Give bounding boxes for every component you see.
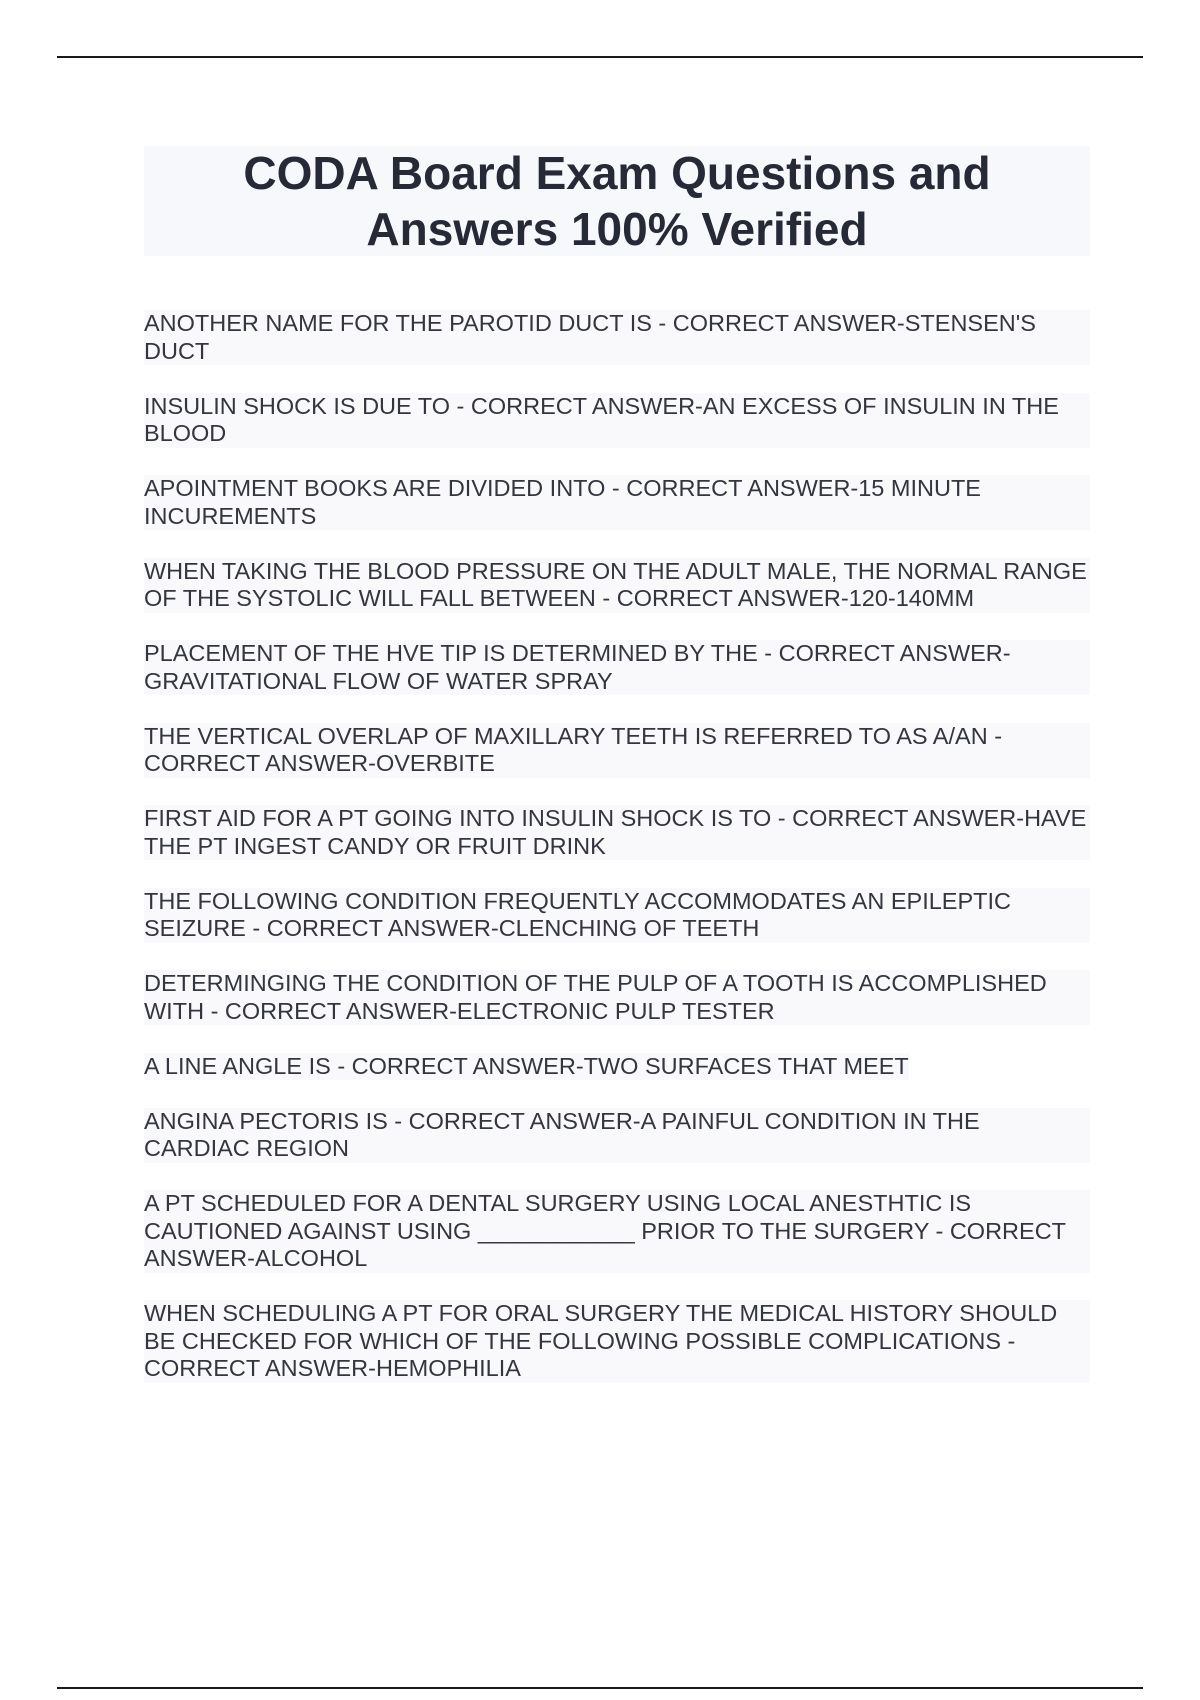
qa-item: PLACEMENT OF THE HVE TIP IS DETERMINED BY THE - CORRECT ANSWER-GRAVITATIONAL FLOW OF WATER SPRAY bbox=[144, 640, 1090, 695]
qa-item: INSULIN SHOCK IS DUE TO - CORRECT ANSWER-AN EXCESS OF INSULIN IN THE BLOOD bbox=[144, 393, 1090, 448]
title-banner bbox=[144, 146, 1090, 256]
qa-item: WHEN SCHEDULING A PT FOR ORAL SURGERY THE MEDICAL HISTORY SHOULD BE CHECKED FOR WHICH OF THE FOLLOWING POSSIBLE COMPLICATIONS - CORRECT ANSWER-HEMOPHILIA bbox=[144, 1300, 1090, 1383]
qa-list bbox=[144, 310, 1090, 1410]
qa-item: A LINE ANGLE IS - CORRECT ANSWER-TWO SURFACES THAT MEET bbox=[144, 1052, 909, 1079]
qa-item: ANGINA PECTORIS IS - CORRECT ANSWER-A PAINFUL CONDITION IN THE CARDIAC REGION bbox=[144, 1108, 1090, 1163]
qa-item: FIRST AID FOR A PT GOING INTO INSULIN SHOCK IS TO - CORRECT ANSWER-HAVE THE PT INGEST CANDY OR FRUIT DRINK bbox=[144, 805, 1090, 860]
qa-item: THE FOLLOWING CONDITION FREQUENTLY ACCOMMODATES AN EPILEPTIC SEIZURE - CORRECT ANSWER-CLENCHING OF TEETH bbox=[144, 888, 1090, 943]
qa-item: ANOTHER NAME FOR THE PAROTID DUCT IS - CORRECT ANSWER-STENSEN'S DUCT bbox=[144, 310, 1090, 365]
qa-item: DETERMINGING THE CONDITION OF THE PULP OF A TOOTH IS ACCOMPLISHED WITH - CORRECT ANSWER-ELECTRONIC PULP TESTER bbox=[144, 970, 1090, 1025]
document-title: CODA Board Exam Questions and Answers 100% Verified bbox=[243, 147, 991, 255]
bottom-rule bbox=[57, 1687, 1143, 1689]
qa-item: THE VERTICAL OVERLAP OF MAXILLARY TEETH IS REFERRED TO AS A/AN - CORRECT ANSWER-OVERBITE bbox=[144, 723, 1090, 778]
qa-item: WHEN TAKING THE BLOOD PRESSURE ON THE ADULT MALE, THE NORMAL RANGE OF THE SYSTOLIC WILL FALL BETWEEN - CORRECT ANSWER-120-140MM bbox=[144, 558, 1090, 613]
qa-item: APOINTMENT BOOKS ARE DIVIDED INTO - CORRECT ANSWER-15 MINUTE INCUREMENTS bbox=[144, 475, 1090, 530]
top-rule bbox=[57, 56, 1143, 58]
qa-item: A PT SCHEDULED FOR A DENTAL SURGERY USING LOCAL ANESTHTIC IS CAUTIONED AGAINST USING ____________ PRIOR TO THE SURGERY - CORRECT ANSWER-ALCOHOL bbox=[144, 1190, 1090, 1273]
